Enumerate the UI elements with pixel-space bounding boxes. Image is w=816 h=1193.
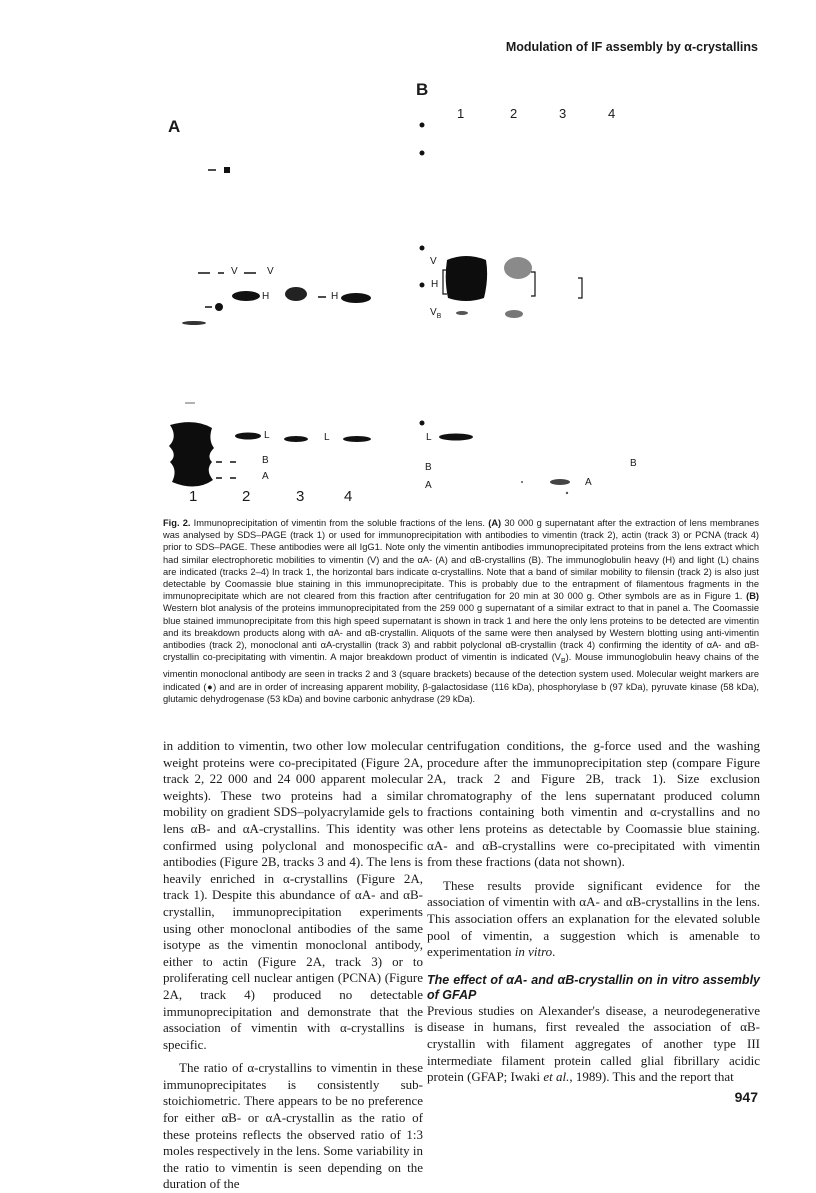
lane-number: 1 <box>189 488 198 505</box>
marker-square <box>224 167 230 173</box>
band-track1-crystallins <box>169 422 214 486</box>
band-label-v: V <box>231 266 238 277</box>
band-lowmw <box>182 321 206 325</box>
lane-number: 2 <box>242 488 251 505</box>
bracket-mid <box>531 272 535 296</box>
bracket-right <box>578 278 582 298</box>
marker-dot <box>420 151 425 156</box>
band-label-b: B <box>262 455 269 466</box>
paragraph: in addition to vimentin, two other low molecular weight proteins were co-precipitated (Figure 2A, track 2, 22 000 and 24 000 apparent molecular weights). These two proteins had a similar mobility on gradient SDS–polyacrylamide gels to lens αB- and αA-crystallins. This identity was confirmed using polyclonal and monospecific antibodies (Figure 2B, tracks 3 and 4). The lens is heavily enriched in α-crystallins (Figure 2A, track 1). Despite this abundance of αA- and αB-crystallin, immunoprecipitation experiments using other monoclonal antibodies of the same isotype as the vimentin monoclonal antibody, either to actin (Figure 2A, track 3) or to proliferating cell nuclear antigen (PCNA) (Figure 2A, track 4) produced no detectable immunoprecipitation and demonstrate that the association of vimentin with α-crystallins is specific. <box>163 738 423 1052</box>
figure-2 <box>0 0 816 520</box>
lane-number: 2 <box>510 106 518 121</box>
band-a-track3 <box>550 479 570 485</box>
band-label-v: V <box>267 266 274 277</box>
band-l-trackb1 <box>439 434 473 441</box>
band-h-track3 <box>285 287 307 301</box>
band-label-l: L <box>264 430 270 441</box>
marker-dot <box>420 421 425 426</box>
band-h-track4 <box>341 293 371 303</box>
band-label-l: L <box>426 432 432 443</box>
paragraph: The ratio of α-crystallins to vimentin in these immunoprecipitates is consistently sub-stoichiometric. There appears to be no preference for either αB- or αA-crystallin as the ratio of these proteins reflects the observed ratio of 1:3 moles respectively in the lens. Some variability in the ratio to vimentin is seen depending on the duration of the <box>163 1060 423 1192</box>
band-label-h: H <box>262 291 270 302</box>
page-number: 947 <box>734 1089 758 1105</box>
marker-dot <box>420 246 425 251</box>
band-label-h: H <box>331 291 339 302</box>
paragraph: Previous studies on Alexander's disease, a neurodegenerative disease in humans, first revealed the association of αB-crystallin with filament aggregates of another type III intermediate filament protein called glial fibrillary acidic protein (GFAP; Iwaki et al., 1989). This and the report that <box>427 1002 760 1085</box>
band-label-a: A <box>425 480 432 491</box>
marker-dot <box>420 123 425 128</box>
band-l-track4 <box>343 436 371 442</box>
paragraph: centrifugation conditions, the g-force used and the washing procedure after the immunoprecipitation step (compare Figure 2A, track 2 and Figure 2B, track 1). Size exclusion chromatography of the lens supernatant produced column fractions containing both vimentin and α-crystallins and no other lens proteins as detectable by Coomassie blue staining. αA- and αB-crystallins were co-precipitated with vimentin from these fractions (data not shown). <box>427 738 760 870</box>
panel-a-label: A <box>168 117 181 136</box>
lane-number: 4 <box>344 488 353 505</box>
band-vimentin-track1 <box>446 256 487 301</box>
section-heading: The effect of αA- and αB-crystallin on in vitro assembly of GFAP <box>427 972 760 1002</box>
band-label-b: B <box>630 458 637 469</box>
right-column <box>427 738 760 1086</box>
band-l-track3 <box>284 436 308 442</box>
lane-number: 4 <box>608 106 616 121</box>
band-vb-track2 <box>505 310 523 318</box>
running-title: Modulation of IF assembly by α-crystallins <box>505 40 758 54</box>
left-column <box>163 738 423 1193</box>
band-label-h: H <box>431 279 439 290</box>
band-label-a: A <box>585 477 592 488</box>
band-l-track2 <box>235 433 261 440</box>
figure-caption: Fig. 2. Immunoprecipitation of vimentin from the soluble fractions of the lens. (A) 30 000 g supernatant after the extraction of lens membranes was analysed by SDS–PAGE (track 1) or used for immunoprecipitation with antibodies to vimentin (track 2), actin (track 3) or PCNA (track 4) prior to SDS–PAGE. These antibodies were all IgG1. Note only the vimentin antibodies immunoprecipitated proteins from the lens extract which had similar electrophoretic mobilities to vimentin (V) and the αA- (A) and αB-crystallins (B). The immunoglobulin heavy (H) and light (L) chains are indicated (tracks 2–4) In track 1, the horizontal bars indicate α-crystallins. Note that a band of similar mobility to filensin (track 2) is also just detectable by Coomassie blue staining in this immunoprecipitate. This is probably due to the entrapment of filamentous fragments in the immunoprecipitate which are not cleared from this fraction after centrifugation for 20 min at 30 000 g. Other symbols are as in Figure 1. (B) Western blot analysis of the proteins immunoprecipitated from the 259 000 g supernatant of a similar extract to that in panel a. The Coomassie blue stained immunoprecipitate from this high speed supernatant is shown in track 1 and here the only lens proteins to be detected are vimentin and its breakdown products along with αA- and αB-crystallin. Aliquots of the same were then analysed by Western blotting using anti-vimentin antibodies (track 2), monoclonal anti αA-crystallin (track 3) and rabbit polyclonal αB-crystallin (track 4) confirming the identity of αA- and αB-crystallin co-precipitating with vimentin. A major breakdown product of vimentin is indicated $(V_B)$. Mouse immunoglobulin heavy chains of the vimentin monoclonal antibody are seen in tracks 2 and 3 (square brackets) because of the detection system used. Molecular weight markers are indicated (●) and are in order of increasing apparent mobility, β-galactosidase (116 kDa), phosphorylase b (97 kDa), pyruvate kinase (58 kDa), glutamic dehydrogenase (53 kDa) and bovine carbonic anhydrase (29 kDa). <box>163 518 759 704</box>
band-label-b: B <box>425 462 432 473</box>
speck <box>566 492 568 494</box>
band-label-l: L <box>324 432 330 443</box>
band-label-a: A <box>262 471 269 482</box>
lane-number: 1 <box>457 106 465 121</box>
marker-dot <box>215 303 223 311</box>
lane-number: 3 <box>559 106 567 121</box>
gel-image <box>0 0 816 520</box>
band-h-track2 <box>232 291 260 301</box>
marker-dot <box>420 283 425 288</box>
band-vimentin-track2 <box>504 257 532 279</box>
band-vb-track1 <box>456 311 468 315</box>
band-label-vb: $V_B$ <box>430 307 442 320</box>
panel-b-label: B <box>416 80 429 99</box>
lane-number: 3 <box>296 488 305 505</box>
paragraph: These results provide significant evidence for the association of vimentin with αA- and αB-crystallins in the lens. This association offers an explanation for the elevated soluble pool of vimentin, a suggestion which is amenable to experimentation in vitro. <box>427 877 760 960</box>
band-label-v: V <box>430 256 437 267</box>
speck <box>521 481 523 483</box>
